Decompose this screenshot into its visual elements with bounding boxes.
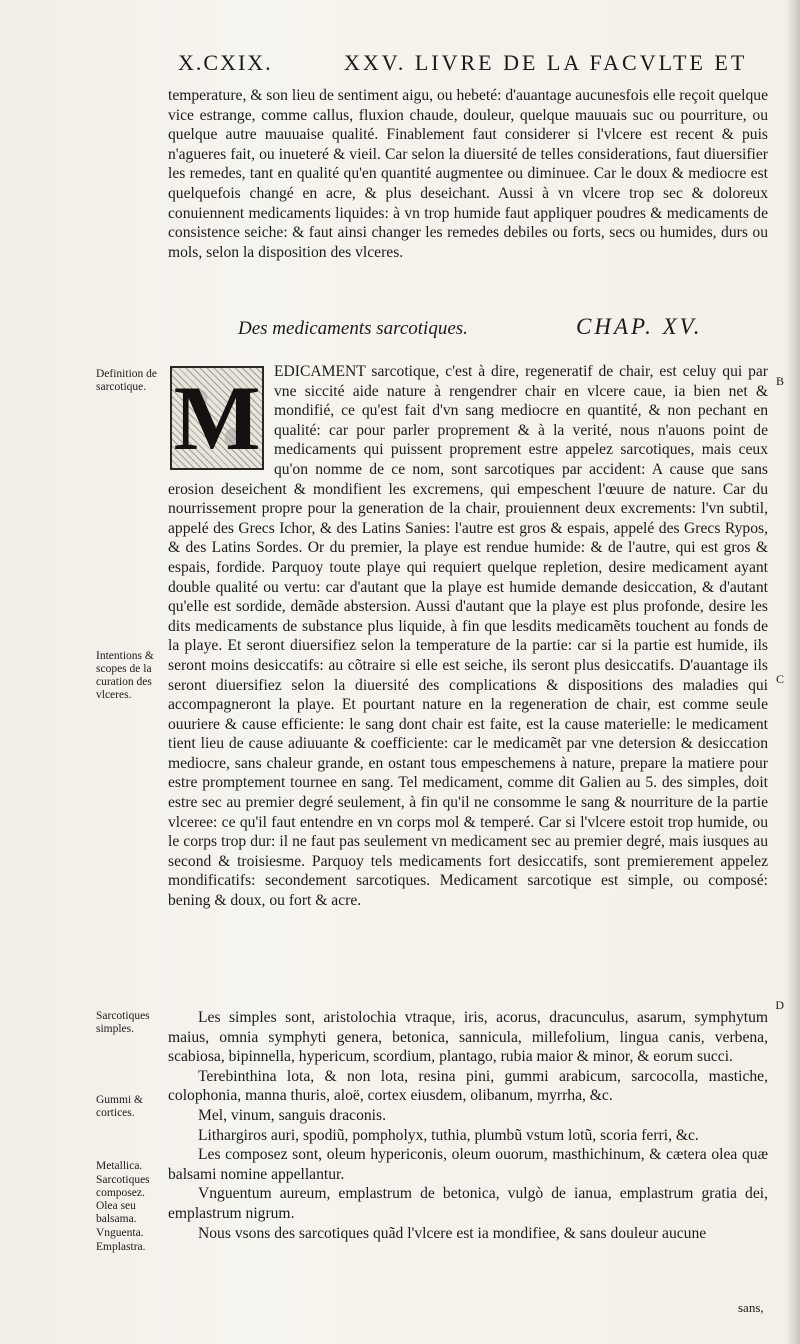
margin-note: Definition de sarcotique. (96, 368, 157, 393)
running-title: XXV. LIVRE DE LA FACVLTE ET (344, 50, 748, 75)
list-item: Lithargiros auri, spodiũ, pompholyx, tuthia, plumbũ vstum lotũ, scoria ferri, &c. (198, 1126, 699, 1144)
list-item: Vnguentum aureum, emplastrum de betonica, vulgò de ianua, emplastrum gratia dei, emplastrum nigrum. (168, 1185, 768, 1222)
paragraph-text: EDICAMENT sarcotique, c'est à dire, regeneratif de chair, est celuy qui par vne siccité aide nature à rengendrer chair en vlcere caue, ia bien net & mondifié, ce qu'est fait d'vn sang mediocre en quantité, & non pechant en qualité: car pour parler proprement & à la verité, nous n'auons point de medicaments qui puissent proprement estre appelez sarcotiques, mais ceux qu'on nomme de ce nom, sont sarcotiques par accident: A cause que sans erosion deseichent & mondifient les excremens, qui empeschent l'œuure de nature. Car du nourrissement propre pour la generation de la chair, prouiennent deux excrements: l'vn subtil, appelé des Grecs Ichor, & des Latins Sanies: l'autre est gros & espais, appelé des Grecs Rypos, & des Latins Sordes. Or du premier, la playe est rendue humide: & de l'autre, qui est gros & espais, fordide. Parquoy toute playe qui requiert quelque repletion, desire medicament ayant double qualité ou vertu: car d'autant que la playe est humide demande desiccation, & d'autant qu'elle est sordide, demãde abstersion. Aussi d'autant que la playe est plus profonde, desire les dits medicaments de substance plus liquide, à fin que lesdits medicamẽts touchent au fonds de la playe. Et seront diuersifiez selon la temperature de la partie: car si la partie est humide, ils seront moins desiccatifs: au cõtraire si elle est seiche, ils seront plus desiccatifs. D'auantage ils seront diuersifiez selon la diuersité des complications & dispositions des maladies qui accompagneront la playe. Et pourtant nature en la regeneration de chair, est comme seule ouuriere & cause efficiente: le sang dont chair est faite, est la cause materielle: le medicament tient lieu de cause adiuuante & coefficiente: car le medicamẽt par vne detersion & desiccation mediocre, sans chaleur grande, en ostant tous empeschemens à nature, prepare la matiere pour estre promptement tournee en sang. Tel medicament, comme dit Galien au 5. des simples, doit estre sec au premier degré seulement, à fin qu'il ne consomme le sang & nourriture de la partie vlceree: ce qu'il faut entendre en vn corps mol & temperé. Car si l'vlcere estoit trop humide, ou le corps trop dur: il ne faut pas seulement vn medicament sec au premier degré, mais iusques au second & troisiesme. Parquoy tels medicaments fort desiccatifs, sont premierement appelez mondificatifs: secondement sarcotiques. Medicament sarcotique est simple, ou composé: bening & doux, ou fort & acre. (168, 363, 768, 910)
section-letter: C (775, 672, 784, 686)
margin-note: Intentions & scopes de la curation des vlceres. (96, 650, 154, 701)
margin-note: Vnguenta. (96, 1227, 144, 1239)
section-letter: D (775, 998, 784, 1012)
list-item: Terebinthina lota, & non lota, resina pini, gummi arabicum, sarcocolla, mastiche, colophonia, manna thuris, aloë, cortex eiusdem, olibanum, myrrha, &c. (168, 1067, 768, 1105)
decorated-initial (170, 366, 264, 470)
remedy-lists (168, 1008, 768, 1243)
chapter-body (168, 362, 768, 911)
paragraph-continued (168, 86, 768, 262)
margin-note: Gummi & cortices. (96, 1094, 143, 1119)
list-item: Nous vsons des sarcotiques quãd l'vlcere est ia mondifiee, & sans douleur aucune (198, 1224, 707, 1242)
drop-cap-letter: M (173, 367, 261, 469)
margin-note: Metallica. (96, 1160, 143, 1172)
folio-number: X.CXIX. (178, 50, 273, 75)
margin-note: Olea seu balsama. (96, 1200, 137, 1225)
list-item: Mel, vinum, sanguis draconis. (198, 1106, 386, 1124)
margin-note: Emplastra. (96, 1241, 146, 1253)
margin-note: Sarcotiques composez. (96, 1174, 150, 1199)
margin-note: Sarcotiques simples. (96, 1010, 150, 1035)
chapter-title: Des medicaments sarcotiques. (238, 318, 468, 339)
list-item: Les simples sont, aristolochia vtraque, iris, acorus, dracunculus, asarum, symphytum maius, omnia symphyti genera, betonica, sannicula, millefolium, lingua canis, verbena, scabiosa, bipinnella, hypericum, scordium, plantago, rubia maior & minor, & eorum succi. (168, 1009, 768, 1066)
section-letter: B (775, 374, 784, 388)
page-gutter-shadow (786, 0, 800, 1344)
list-item: Les composez sont, oleum hypericonis, oleum ouorum, masthichinum, & cætera olea quæ balsami nomine appellantur. (168, 1146, 768, 1183)
paragraph-text: temperature, & son lieu de sentiment aigu, ou hebeté: d'auantage aucunesfois elle reçoit quelque vice estrange, comme callus, fluxion chaude, douleur, quelque mauuais suc ou pourriture, ou quelque autre mauuaise qualité. Finablement faut considerer si l'vlcere est recent & puis n'agueres fait, ou inueteré & vieil. Car selon la diuersité de telles considerations, faut diuersifier les remedes, tant en qualité qu'en quantité augmentee ou diminuee. Car le doux & mediocre est quelquefois changé en acre, & plus deseichant. Aussi à vn vlcere trop sec & doloreux conuiennent medicaments liquides: à vn trop humide faut appliquer poudres & medicaments de consistence seiche: & faut ainsi changer les remedes debiles ou forts, secs ou humides, durs ou mols, selon la disposition des vlceres. (168, 87, 768, 261)
chapter-number: CHAP. XV. (576, 314, 703, 339)
catchword: sans, (738, 1300, 764, 1315)
